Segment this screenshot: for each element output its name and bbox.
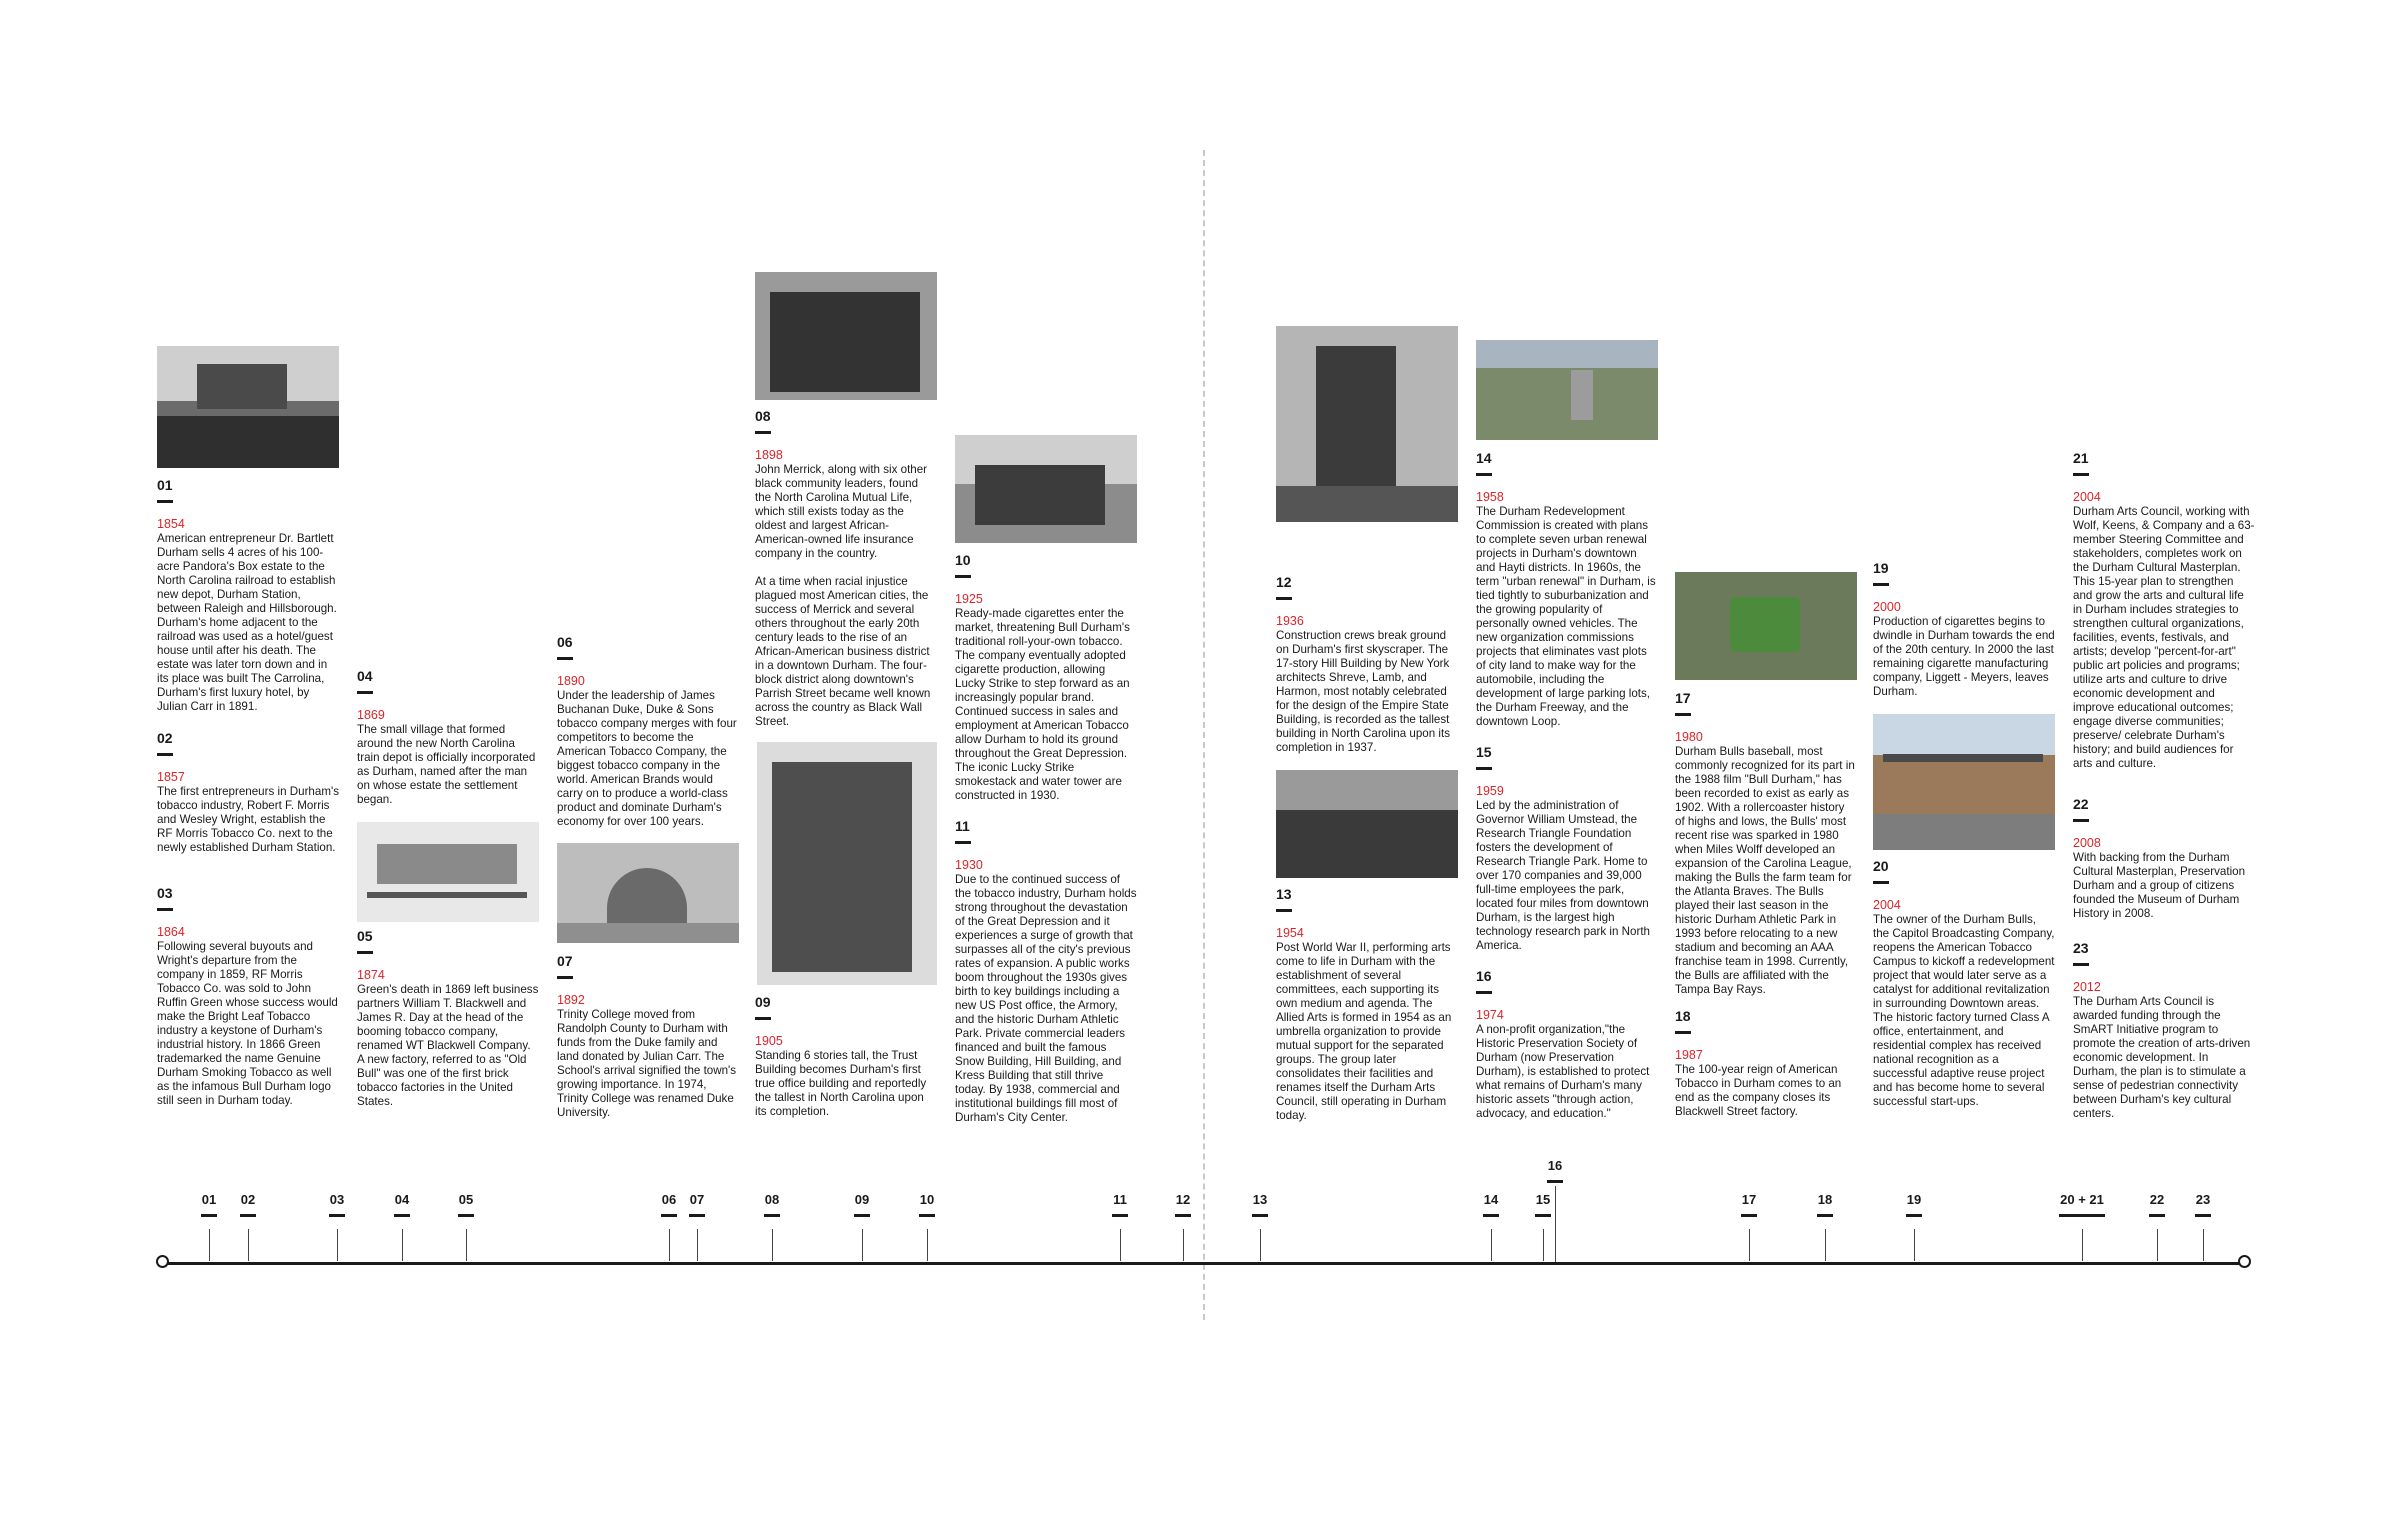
entry-06 xyxy=(557,634,739,829)
timeline-tick xyxy=(2157,1229,2158,1261)
entry-14 xyxy=(1476,450,1658,729)
entry-20 xyxy=(1873,858,2055,1109)
entry-year: 1854 xyxy=(157,517,185,531)
photo-1936-skyscraper-construction xyxy=(1276,326,1458,522)
timeline-label: 06 xyxy=(661,1192,677,1207)
entry-year: 1892 xyxy=(557,993,585,1007)
timeline-label-underline xyxy=(1547,1180,1563,1183)
entry-number: 22 xyxy=(2073,796,2089,812)
timeline-label: 11 xyxy=(1113,1192,1127,1207)
entry-text: Post World War II, performing arts come to life in Durham with the establishment of several committees, each supporting its own medium and agenda. The Allied Arts is formed in 1954 as an umbrella organization to provide mutual support for the separated groups. The group later consolidates their facilities and renames itself the Durham Arts Council, still operating in Durham today. xyxy=(1276,941,1452,1122)
entry-text: The owner of the Durham Bulls, the Capitol Broadcasting Company, reopens the American Tobacco Campus to kickoff a redevelopment project that would later serve as a catalyst for additional revitalization in surrounding Downtown areas. The historic factory turned Class A office, entertainment, and residential complex has received national recognition as a successful adaptive reuse project and has become home to several successful start-ups. xyxy=(1873,913,2055,1108)
entry-year: 1974 xyxy=(1476,1008,1504,1022)
timeline-end-dot xyxy=(2238,1255,2251,1268)
timeline-tick xyxy=(1555,1186,1556,1262)
entry-number: 14 xyxy=(1476,450,1492,466)
entry-11 xyxy=(955,818,1137,1125)
timeline-label: 12 xyxy=(1175,1192,1191,1207)
entry-number: 13 xyxy=(1276,886,1292,902)
timeline-label: 01 xyxy=(201,1192,217,1207)
timeline-label-underline xyxy=(1483,1214,1499,1217)
entry-year: 2000 xyxy=(1873,600,1901,614)
entry-07 xyxy=(557,953,739,1120)
entry-text: Durham Bulls baseball, most commonly recognized for its part in the 1988 film "Bull Durham," has been recorded to exist as early as 1902. With a rollercoaster history of highs and lows, the Bulls' most recent rise was sparked in 1980 when Miles Wolff developed an expansion of the Carolina League, making the Bulls the farm team for the Atlanta Braves. The Bulls played their last season in the historic Durham Athletic Park in 1993 before relocating to a new stadium and becoming an AAA franchise team in 1998. Currently, the Bulls are affiliated with the Tampa Bay Rays. xyxy=(1675,745,1855,996)
timeline-tick xyxy=(1120,1229,1121,1261)
timeline-label: 07 xyxy=(689,1192,705,1207)
timeline-tick xyxy=(669,1229,670,1261)
entry-number: 23 xyxy=(2073,940,2089,956)
timeline-label: 14 xyxy=(1483,1192,1499,1207)
entry-text: With backing from the Durham Cultural Masterplan, Preservation Durham and a group of citizens founded the Museum of Durham History in 2008. xyxy=(2073,851,2246,920)
entry-text: Following several buyouts and Wright's departure from the company in 1859, RF Morris Tobacco Co. was sold to John Ruffin Green whose success would make the Bright Leaf Tobacco industry a keystone of Durham's industrial history. In 1866 Green trademarked the name Genuine Durham Smoking Tobacco as well as the infamous Bull Durham logo still seen in Durham today. xyxy=(157,940,338,1107)
timeline-label-underline xyxy=(201,1214,217,1217)
entry-number: 11 xyxy=(955,818,970,834)
timeline-label-underline xyxy=(854,1214,870,1217)
entry-number: 19 xyxy=(1873,560,1889,576)
entry-text: Durham Arts Council, working with Wolf, Keens, & Company and a 63-member Steering Committee and stakeholders, completes work on the Durham Cultural Masterplan. This 15-year plan to strengthen and grow the arts and cultural life in Durham includes strategies to strengthen cultural organizations, facilities, events, festivals, and artists; develop "percent-for-art" public art policies and programs; utilize arts and culture to drive economic development and improve educational outcomes; engage diverse communities; preserve/ celebrate Durham's history; and build audiences for arts and culture. xyxy=(2073,505,2255,770)
entry-22 xyxy=(2073,796,2255,921)
entry-text: Led by the administration of Governor William Umstead, the Research Triangle Foundation fosters the development of Research Triangle Park. Home to over 170 companies and 39,000 full-time employees the park, located four miles from downtown Durham, is the largest high technology research park in North America. xyxy=(1476,799,1650,952)
photo-1980-ballpark-aerial xyxy=(1675,572,1857,680)
timeline-label-underline xyxy=(1175,1214,1191,1217)
entry-year: 1864 xyxy=(157,925,185,939)
photo-1954-arts-group xyxy=(1276,770,1458,878)
timeline-label: 15 xyxy=(1535,1192,1551,1207)
entry-number: 17 xyxy=(1675,690,1691,706)
entry-text: Under the leadership of James Buchanan Duke, Duke & Sons tobacco company merges with four competitors to become the American Tobacco Company, the biggest tobacco company in the world. American Brands would carry on to produce a world-class product and dominate Durham's economy for over 100 years. xyxy=(557,689,737,828)
photo-1925-factory-aerial xyxy=(955,435,1137,543)
photo-1958-aerial-water-tower xyxy=(1476,340,1658,440)
entry-02 xyxy=(157,730,339,855)
entry-year: 1869 xyxy=(357,708,385,722)
entry-13 xyxy=(1276,886,1458,1123)
timeline-tick xyxy=(927,1229,928,1261)
timeline-label-underline xyxy=(919,1214,935,1217)
entry-18 xyxy=(1675,1008,1857,1119)
entry-text: John Merrick, along with six other black community leaders, found the North Carolina Mutual Life, which still exists today as the oldest and largest African-American-owned life insurance company in the country. At a time when racial injustice plagued most American cities, the success of Merrick and several others throughout the early 20th century leads to the rise of an African-American business district in a downtown Durham. The four-block district along downtown's Parrish Street became well known across the country as Black Wall Street. xyxy=(755,463,931,728)
entry-text: Green's death in 1869 left business partners William T. Blackwell and James R. Day at the head of the booming tobacco company, renamed WT Blackwell Company. A new factory, referred to as "Old Bull" was one of the first brick tobacco factories in the United States. xyxy=(357,983,539,1108)
timeline-label: 03 xyxy=(329,1192,345,1207)
timeline-label: 08 xyxy=(764,1192,780,1207)
entry-year: 1980 xyxy=(1675,730,1703,744)
entry-text: The Durham Arts Council is awarded funding through the SmART Initiative program to promote the creation of arts-driven economic development. In Durham, the plan is to stimulate a sense of pedestrian connectivity between Durham's key cultural centers. xyxy=(2073,995,2251,1120)
timeline-tick xyxy=(337,1229,338,1261)
entry-year: 2004 xyxy=(2073,490,2101,504)
entry-text: The Durham Redevelopment Commission is created with plans to complete seven urban renewal projects in Durham's downtown and Hayti districts. In 1960s, the term "urban renewal" in Durham, is tied tightly to suburbanization and the growing popularity of personally owned vehicles. The new organization commissions projects that eliminates vast plots of city land to make way for the automobile, including the development of large parking lots, the Durham Freeway, and the downtown Loop. xyxy=(1476,505,1656,728)
timeline-label: 16 xyxy=(1547,1158,1563,1173)
timeline-tick xyxy=(2203,1229,2204,1261)
timeline-label: 22 xyxy=(2149,1192,2165,1207)
entry-year: 1930 xyxy=(955,858,983,872)
timeline-label: 17 xyxy=(1741,1192,1757,1207)
timeline-label: 19 xyxy=(1906,1192,1922,1207)
entry-19 xyxy=(1873,560,2055,699)
timeline-label: 13 xyxy=(1252,1192,1268,1207)
timeline-label: 09 xyxy=(854,1192,870,1207)
entry-year: 1936 xyxy=(1276,614,1304,628)
timeline-label-underline xyxy=(1535,1214,1551,1217)
entry-number: 02 xyxy=(157,730,173,746)
timeline-tick xyxy=(466,1229,467,1261)
entry-year: 1987 xyxy=(1675,1048,1703,1062)
entry-number: 12 xyxy=(1276,574,1292,590)
entry-year: 1954 xyxy=(1276,926,1304,940)
timeline-label: 18 xyxy=(1817,1192,1833,1207)
photo-1905-trust-building xyxy=(757,742,937,985)
entry-number: 18 xyxy=(1675,1008,1691,1024)
entry-text: Standing 6 stories tall, the Trust Building becomes Durham's first true office building and reportedly the tallest in North Carolina upon its completion. xyxy=(755,1049,927,1118)
entry-number: 16 xyxy=(1476,968,1492,984)
entry-number: 06 xyxy=(557,634,573,650)
entry-01 xyxy=(157,477,339,714)
entry-year: 2012 xyxy=(2073,980,2101,994)
entry-17 xyxy=(1675,690,1857,997)
timeline-label-underline xyxy=(1252,1214,1268,1217)
timeline-label-underline xyxy=(2149,1214,2165,1217)
timeline-start-dot xyxy=(156,1255,169,1268)
photo-2004-american-tobacco-campus xyxy=(1873,714,2055,850)
entry-year: 1905 xyxy=(755,1034,783,1048)
entry-year: 1925 xyxy=(955,592,983,606)
timeline-label-underline xyxy=(1906,1214,1922,1217)
timeline-tick xyxy=(248,1229,249,1261)
timeline-tick xyxy=(1183,1229,1184,1261)
timeline-axis xyxy=(163,1262,2245,1265)
timeline-tick xyxy=(772,1229,773,1261)
entry-number: 01 xyxy=(157,477,173,493)
page-gutter-divider xyxy=(1203,150,1205,1320)
timeline-label-underline xyxy=(689,1214,705,1217)
timeline-tick xyxy=(1491,1229,1492,1261)
timeline-label-underline xyxy=(661,1214,677,1217)
timeline-label-underline xyxy=(2195,1214,2211,1217)
entry-year: 2004 xyxy=(1873,898,1901,912)
entry-number: 15 xyxy=(1476,744,1492,760)
entry-number: 05 xyxy=(357,928,373,944)
timeline-label: 05 xyxy=(458,1192,474,1207)
entry-08 xyxy=(755,408,937,729)
timeline-label: 04 xyxy=(394,1192,410,1207)
timeline-label: 20 + 21 xyxy=(2060,1192,2104,1207)
timeline-label-underline xyxy=(764,1214,780,1217)
timeline-label-underline xyxy=(458,1214,474,1217)
entry-number: 20 xyxy=(1873,858,1889,874)
timeline-tick xyxy=(209,1229,210,1261)
timeline-tick xyxy=(862,1229,863,1261)
entry-number: 03 xyxy=(157,885,173,901)
entry-10 xyxy=(955,552,1137,803)
timeline-label-underline xyxy=(2059,1214,2105,1217)
timeline-label-underline xyxy=(240,1214,256,1217)
timeline-tick xyxy=(402,1229,403,1261)
timeline-tick xyxy=(697,1229,698,1261)
entry-year: 1890 xyxy=(557,674,585,688)
timeline-tick xyxy=(1260,1229,1261,1261)
entry-text: Trinity College moved from Randolph County to Durham with funds from the Duke family and land donated by Julian Carr. The School's arrival signified the town's growing importance. In 1974, Trinity College was renamed Duke University. xyxy=(557,1008,737,1119)
entry-number: 07 xyxy=(557,953,573,969)
entry-number: 10 xyxy=(955,552,971,568)
entry-text: The first entrepreneurs in Durham's tobacco industry, Robert F. Morris and Wesley Wright, establish the RF Morris Tobacco Co. next to the newly established Durham Station. xyxy=(157,785,339,854)
timeline-tick xyxy=(1543,1229,1544,1261)
entry-text: The small village that formed around the new North Carolina train depot is officially incorporated as Durham, named after the man on whose estate the settlement began. xyxy=(357,723,536,806)
entry-23 xyxy=(2073,940,2255,1121)
entry-05 xyxy=(357,928,539,1109)
timeline-label-underline xyxy=(329,1214,345,1217)
timeline-label: 02 xyxy=(240,1192,256,1207)
timeline-tick xyxy=(2082,1229,2083,1261)
entry-16 xyxy=(1476,968,1658,1121)
entry-number: 21 xyxy=(2073,450,2089,466)
entry-year: 2008 xyxy=(2073,836,2101,850)
timeline-label: 23 xyxy=(2195,1192,2211,1207)
timeline-label-underline xyxy=(1112,1214,1128,1217)
photo-1892-trinity-arch xyxy=(557,843,739,943)
entry-year: 1857 xyxy=(157,770,185,784)
photo-1854-crowd xyxy=(157,346,339,468)
entry-text: Production of cigarettes begins to dwindle in Durham towards the end of the 20th century. In 2000 the last remaining cigarette manufacturing company, Liggett - Meyers, leaves Durham. xyxy=(1873,615,2055,698)
entry-09 xyxy=(755,994,937,1119)
entry-21 xyxy=(2073,450,2255,771)
timeline-tick xyxy=(1914,1229,1915,1261)
entry-year: 1959 xyxy=(1476,784,1504,798)
entry-number: 08 xyxy=(755,408,771,424)
timeline-label-underline xyxy=(1817,1214,1833,1217)
photo-1898-community-leaders xyxy=(755,272,937,400)
timeline-label-underline xyxy=(1741,1214,1757,1217)
entry-year: 1898 xyxy=(755,448,783,462)
entry-text: Ready-made cigarettes enter the market, threatening Bull Durham's traditional roll-your-own tobacco. The company eventually adopted cigarette production, allowing Lucky Strike to step forward as an increasingly popular brand. Continued success in sales and employment at American Tobacco allow Durham to hold its ground throughout the Great Depression. The iconic Lucky Strike smokestack and water tower are constructed in 1930. xyxy=(955,607,1130,802)
entry-03 xyxy=(157,885,339,1108)
photo-1874-factory-engraving xyxy=(357,822,539,922)
timeline-tick xyxy=(1749,1229,1750,1261)
entry-04 xyxy=(357,668,539,807)
timeline-tick xyxy=(1825,1229,1826,1261)
timeline-label: 10 xyxy=(919,1192,935,1207)
entry-text: A non-profit organization,"the Historic Preservation Society of Durham (now Preservation Durham), is established to protect what remains of Durham's many historic assets "through action, advocacy, and education." xyxy=(1476,1023,1650,1120)
entry-12 xyxy=(1276,574,1458,755)
entry-text: Construction crews break ground on Durham's first skyscraper. The 17-story Hill Building by New York architects Shreve, Lamb, and Harmon, most notably celebrated for the design of the Empire State Building, is recorded as the tallest building in North Carolina upon its completion in 1937. xyxy=(1276,629,1451,754)
entry-year: 1958 xyxy=(1476,490,1504,504)
entry-15 xyxy=(1476,744,1658,953)
entry-number: 09 xyxy=(755,994,771,1010)
entry-text: Due to the continued success of the tobacco industry, Durham holds strong throughout the devastation of the Great Depression and it experiences a surge of growth that surpasses all of the city's previous rates of expansion. A public works boom throughout the 1930s gives birth to key buildings including a new US Post office, the Armory, and the historic Durham Athletic Park. Private commercial leaders financed and built the famous Snow Building, Hill Building, and Kress Building that still thrive today. By 1938, commercial and institutional buildings fill most of Durham's City Center. xyxy=(955,873,1137,1124)
entry-number: 04 xyxy=(357,668,373,684)
entry-year: 1874 xyxy=(357,968,385,982)
entry-text: American entrepreneur Dr. Bartlett Durham sells 4 acres of his 100-acre Pandora's Box estate to the North Carolina railroad to establish new depot, Durham Station, between Raleigh and Hillsborough. Durham's home adjacent to the railroad was used as a hotel/guest house until after his death. The estate was later torn down and in its place was built The Carrolina, Durham's first luxury hotel, by Julian Carr in 1891. xyxy=(157,532,337,713)
entry-text: The 100-year reign of American Tobacco in Durham comes to an end as the company closes its Blackwell Street factory. xyxy=(1675,1063,1842,1118)
timeline-label-underline xyxy=(394,1214,410,1217)
